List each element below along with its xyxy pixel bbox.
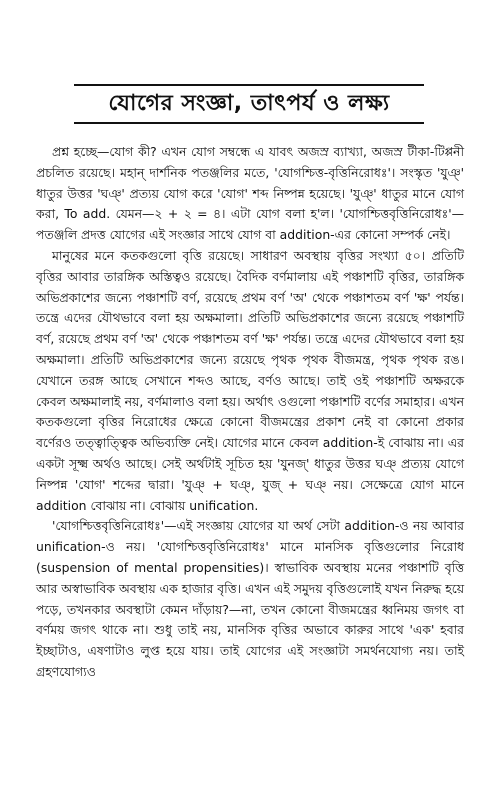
paragraph-3: 'যোগশ্চিত্তবৃত্তিনিরোধঃ'—এই সংজ্ঞায় যোগের যা অর্থ সেটা addition-ও নয় আবার unification-ও নয়। 'যোগশ্চিত্তবৃত্তিনিরোধঃ' মানে মানসিক বৃত্তিগুলোর নিরোধ (suspension of mental propensities)। স্বাভাবিক অবস্থায় মনের পঞ্চাশটি বৃত্তি আর অস্বাভাবিক অবস্থায় এক হাজার বৃত্তি। এখন এই সমুদয় বৃত্তিগুলোই যখন নিরুদ্ধ হয়ে পড়ে, তখনকার অবস্থাটা কেমন দাঁড়ায়?—না, তখন কোনো বীজমন্ত্রের ধ্বনিময় জগৎ বা বর্ণময় জগৎ থাকে না। শুধু তাই নয়, মানসিক বৃত্তির অভাবে কারুর সাথে 'এক' হবার ইচ্ছাটাও, এষণাটাও লুপ্ত হয়ে যায়। তাই যোগের এই সংজ্ঞাটা সমর্থনযোগ্য নয়। তাই গ্রহণযোগ্যও	[36, 518, 464, 679]
body-text	[36, 142, 464, 683]
paragraph-2: মানুষের মনে কতকগুলো বৃত্তি রয়েছে। সাধারণ অবস্থায় বৃত্তির সংখ্যা ৫০। প্রতিটি বৃত্তির আবার তারঙ্গিক অস্তিত্বও রয়েছে। বৈদিক বর্ণমালায় এই পঞ্চাশটি বৃত্তির, তারঙ্গিক অভিপ্রকাশের জন্যে পঞ্চাশটি বর্ণ, রয়েছে প্রথম বর্ণ 'অ' থেকে পঞ্চাশতম বর্ণ 'ক্ষ' পর্যন্ত। তন্ত্রে এদের যৌথভাবে বলা হয় অক্ষমালা। প্রতিটি অভিপ্রকাশের জন্যে রয়েছে পঞ্চাশটি বর্ণ, রয়েছে প্রথম বর্ণ 'অ' থেকে পঞ্চাশতম বর্ণ 'ক্ষ' পর্যন্ত। তন্ত্রে এদের যৌথভাবে বলা হয় অক্ষমালা। প্রতিটি অভিপ্রকাশের জন্যে রয়েছে পৃথক পৃথক বীজমন্ত্র, পৃথক পৃথক রঙ। যেখানে তরঙ্গ আছে সেখানে শব্দও আছে, বর্ণও আছে। তাই ওই পঞ্চাশটি অক্ষরকে কেবল অক্ষমালাই নয়, বর্ণমালাও বলা হয়। অর্থাৎ ওগুলো পঞ্চাশটি বর্ণের সমাহার। এখন কতকগুলো বৃত্তির নিরোধের ক্ষেত্রে কোনো বীজমন্ত্রের প্রকাশ নেই বা কোনো প্রকার বর্ণেরও তত্ত্বাত্ত্বিক অভিব্যক্তি নেই। যোগের মানে কেবল addition-ই বোঝায় না। এর একটা সূক্ষ্ম অর্থও আছে। সেই অর্থটাই সূচিত হয় 'যুনজ্' ধাতুর উত্তর ঘঞ্ প্রত্যয় যোগে নিষ্পন্ন 'যোগ' শব্দের দ্বারা। 'যুঞ্ + ঘঞ্, যুজ্ + ঘঞ্ নয়। সেক্ষেত্রে যোগ মানে addition বোঝায় না। বোঝায় unification.	[36, 247, 464, 513]
chapter-title-box	[74, 84, 424, 124]
paragraph-1: প্রশ্ন হচ্ছে—যোগ কী? এখন যোগ সম্বন্ধে এ যাবৎ অজস্র ব্যাখ্যা, অজস্র টীকা-টিপ্পনী প্রচলিত রয়েছে। মহান্ দার্শনিক পতঞ্জলির মতে, 'যোগশ্চিত্ত-বৃত্তিনিরোধঃ'। সংস্কৃত 'যুঞ্' ধাতুর উত্তর 'ঘঞ্' প্রত্যয় যোগ করে 'যোগ' শব্দ নিষ্পন্ন হয়েছে। 'যুঞ্' ধাতুর মানে যোগ করা, To add. যেমন—২ + ২ = ৪। এটা যোগ বলা হ'ল। 'যোগশ্চিত্তবৃত্তিনিরোধঃ'—পতঞ্জলি প্রদত্ত যোগের এই সংজ্ঞার সাথে যোগ বা addition-এর কোনো সম্পর্ক নেই।	[36, 144, 464, 243]
chapter-title: যোগের সংজ্ঞা, তাৎপর্য ও লক্ষ্য	[108, 90, 390, 116]
